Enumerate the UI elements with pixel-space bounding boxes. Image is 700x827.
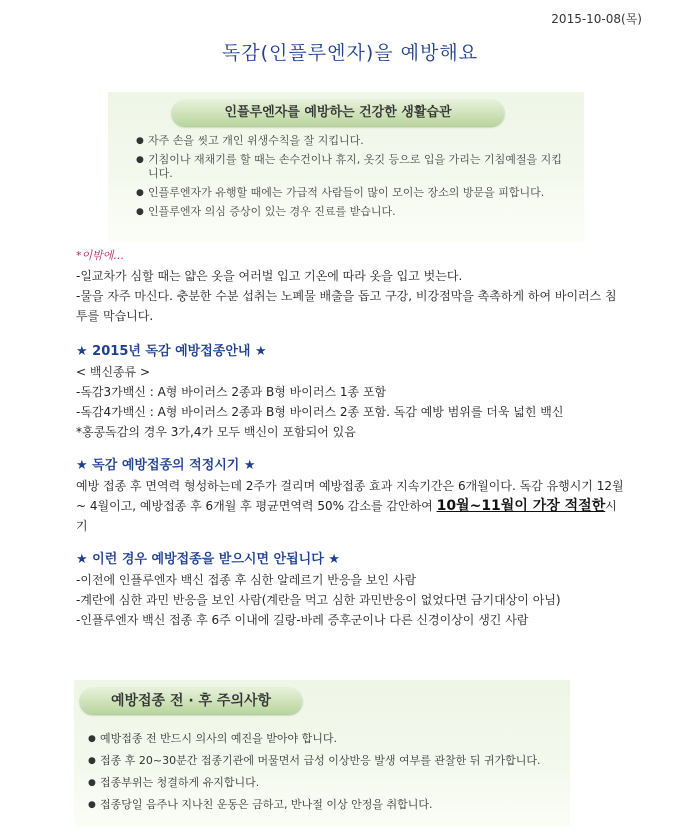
list-item: ● 인플루엔자 의심 증상이 있는 경우 진료를 받습니다. [136, 205, 566, 219]
vaccine-info-heading: ★ 2015년 독감 예방접종안내 ★ [76, 344, 267, 359]
warning-heading: ★ 이런 경우 예방접종을 받으시면 안됩니다 ★ [76, 552, 340, 567]
healthy-habits-box [108, 92, 584, 242]
vaccine-info-line: -독감3가백신 : A형 바이러스 2종과 B형 바이러스 1종 포함 [76, 385, 387, 399]
document-date: 2015-10-08(목) [551, 12, 642, 26]
list-item: ● 접종당일 음주나 지나친 운동은 금하고, 반나절 이상 안정을 취합니다. [88, 798, 558, 812]
warning-line: -인플루엔자 백신 접종 후 6주 이내에 길랑-바레 증후군이나 다른 신경이상이 생긴 사람 [76, 613, 529, 627]
list-item: ● 접종부위는 청결하게 유지합니다. [88, 776, 558, 790]
tips-heading: *이밖에… [76, 249, 125, 262]
healthy-habits-heading: 인플루엔자를 예방하는 건강한 생활습관 [172, 100, 504, 126]
timing-text: 예방 접종 후 면역력 형성하는데 2주가 걸리며 예방접종 효과 지속기간은 6개월이다. 독감 유행시기 12월 ~ 4월이고, 예방접종 후 6개월 후 평균면역력 50% 감소를 감안하여 [76, 479, 624, 513]
tip-line: -일교차가 심할 때는 얇은 옷을 여러벌 입고 기온에 따라 옷을 입고 벗는다. [76, 269, 463, 283]
list-item: ● 예방접종 전 반드시 의사의 예진을 받아야 합니다. [88, 732, 558, 746]
vaccine-info-line: < 백신종류 > [76, 365, 151, 379]
precautions-box [74, 680, 570, 827]
list-item: ● 기침이나 재채기를 할 때는 손수건이나 휴지, 옷깃 등으로 입을 가리는 기침예절을 지킵니다. [136, 153, 566, 181]
timing-emphasis: 10월~11월이 가장 적절한 [436, 498, 606, 514]
timing-heading: ★ 독감 예방접종의 적정시기 ★ [76, 458, 256, 473]
vaccine-info-line: *홍콩독감의 경우 3가,4가 모두 백신이 포함되어 있음 [76, 425, 356, 439]
list-item: ● 인플루엔자가 유행할 때에는 가급적 사람들이 많이 모이는 장소의 방문을 피합니다. [136, 186, 566, 200]
timing-suffix: 시기 [76, 499, 617, 533]
vaccine-info-line: -독감4가백신 : A형 바이러스 2종과 B형 바이러스 2종 포함. 독감 예방 범위를 더욱 넓힌 백신 [76, 405, 564, 419]
precautions-list [88, 732, 558, 820]
list-item: ● 자주 손을 씻고 개인 위생수칙을 잘 지킵니다. [136, 134, 566, 148]
warning-line: -이전에 인플루엔자 백신 접종 후 심한 알레르기 반응을 보인 사람 [76, 573, 417, 587]
list-item: ● 접종 후 20~30분간 접종기관에 머물면서 급성 이상반응 발생 여부를 관찰한 뒤 귀가합니다. [88, 754, 558, 768]
healthy-habits-list [136, 134, 566, 224]
tip-line: -물을 자주 마신다. 충분한 수분 섭취는 노폐물 배출을 돕고 구강, 비강점막을 촉촉하게 하여 바이러스 침투를 막습니다. [76, 289, 617, 323]
timing-paragraph [76, 476, 626, 536]
warning-line: -계란에 심한 과민 반응을 보인 사람(계란을 먹고 심한 과민반응이 없었다면 금기대상이 아님) [76, 593, 561, 607]
main-content [76, 246, 626, 630]
page-title: 독감(인플루엔자)을 예방해요 [221, 42, 479, 64]
precautions-heading: 예방접종 전 · 후 주의사항 [80, 688, 302, 714]
